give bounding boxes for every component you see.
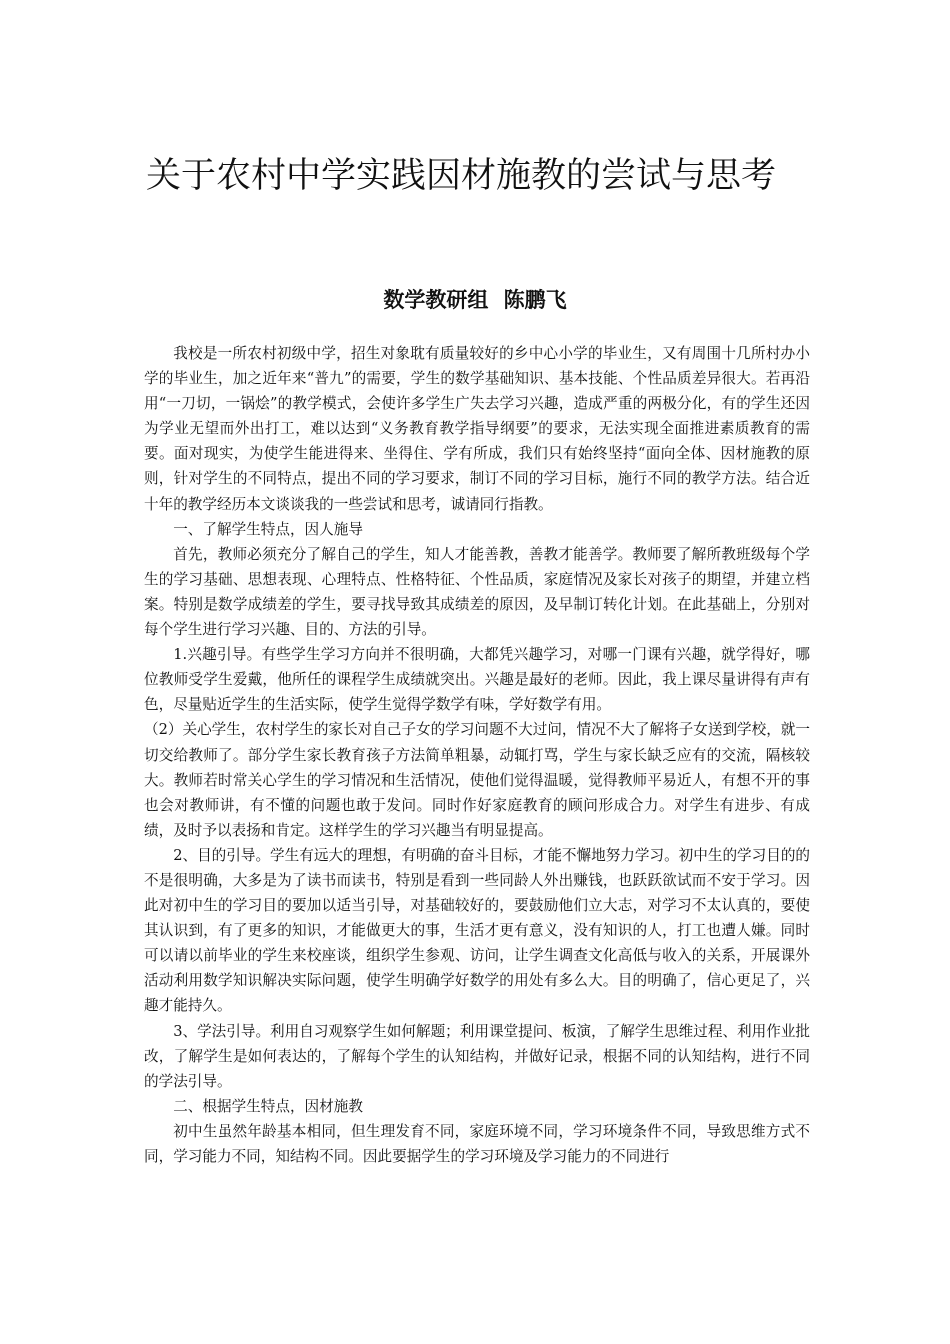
paragraph-method-guidance: 3、学法引导。利用自习观察学生如何解题；利用课堂提问、板演，了解学生思维过程、利用作业批改，了解学生是如何表达的，了解每个学生的认知结构，并做好记录，根据不同的认知结构，进行不同的学法引导。 xyxy=(144,1022,811,1090)
paragraph-understand-students: 首先，教师必须充分了解自己的学生，知人才能善教，善教才能善学。教师要了解所教班级每个学生的学习基础、思想表现、心理特点、性格特征、个性品质，家庭情况及家长对孩子的期望，并建立档案。特别是数学成绩差的学生，要寻找导致其成绩差的原因，及早制订转化计划。在此基础上，分别对每个学生进行学习兴趣、目的、方法的引导。 xyxy=(144,545,810,639)
section-heading-2: 二、根据学生特点，因材施教 xyxy=(173,1097,363,1115)
paragraph-interest-guidance: 1.兴趣引导。有些学生学习方向并不很明确，大都凭兴趣学习，对哪一门课有兴趣，就学得好，哪位教师受学生爱戴，他所任的课程学生成绩就突出。兴趣是最好的老师。因此，我上课尽量讲得有声有色，尽量贴近学生的生活实际，使学生觉得学数学有味，学好数学有用。 xyxy=(144,646,810,714)
document-title: 关于农村中学实践因材施教的尝试与思考 xyxy=(146,156,777,196)
document-body xyxy=(144,341,810,1169)
author-line: 数学教研组 陈鹏飞 xyxy=(383,288,567,312)
paragraph-goal-guidance: 2、目的引导。学生有远大的理想，有明确的奋斗目标，才能不懈地努力学习。初中生的学习目的的不是很明确，大多是为了读书而读书，特别是看到一些同龄人外出赚钱，也跃跃欲试而不安于学习。因此对初中生的学习目的要加以适当引导，对基础较好的，要鼓励他们立大志，对学习不太认真的，要使其认识到，有了更多的知识，才能做更大的事，生活才更有意义，没有知识的人，打工也遭人嫌。同时可以请以前毕业的学生来校座谈，组织学生参观、访问，让学生调查文化高低与收入的关系，开展课外活动利用数学知识解决实际问题，使学生明确学好数学的用处有多么大。目的明确了，信心更足了，兴趣才能持久。 xyxy=(144,846,811,1015)
paragraph-teach-accordingly: 初中生虽然年龄基本相同，但生理发育不同，家庭环境不同，学习环境条件不同，导致思维方式不同，学习能力不同，知结构不同。因此要据学生的学习环境及学习能力的不同进行 xyxy=(144,1122,810,1165)
paragraph-intro: 我校是一所农村初级中学，招生对象耽有质量较好的乡中心小学的毕业生，又有周围十几所村办小学的毕业生，加之近年来“普九”的需要，学生的数学基础知识、基本技能、个性品质差异很大。若再沿用“一刀切，一锅烩”的教学模式，会使许多学生广失去学习兴趣，造成严重的两极分化，有的学生还因为学业无望而外出打工，难以达到“义务教育教学指导纲要”的要求，无法实现全面推进素质教育的需要。面对现实，为使学生能进得来、坐得住、学有所成，我们只有始终坚持“面向全体、因材施教的原则，针对学生的不同特点，提出不同的学习要求，制订不同的学习目标，施行不同的教学方法。结合近十年的教学经历本文谈谈我的一些尝试和思考，诚请同行指教。 xyxy=(144,345,810,513)
section-heading-1: 一、了解学生特点，因人施导 xyxy=(173,520,363,538)
paragraph-care-students: （2）关心学生，农村学生的家长对自己子女的学习问题不大过问，情况不大了解将子女送到学校，就一切交给教师了。部分学生家长教育孩子方法简单粗暴，动辄打骂，学生与家长缺乏应有的交流，隔核较大。教师若时常关心学生的学习情况和生活情况，使他们觉得温暖，觉得教师平易近人，有想不开的事也会对教师讲，有不懂的问题也敢于发问。同时作好家庭教育的顾问形成合力。对学生有进步、有成绩，及时予以表扬和肯定。这样学生的学习兴趣当有明显提高。 xyxy=(144,721,811,839)
